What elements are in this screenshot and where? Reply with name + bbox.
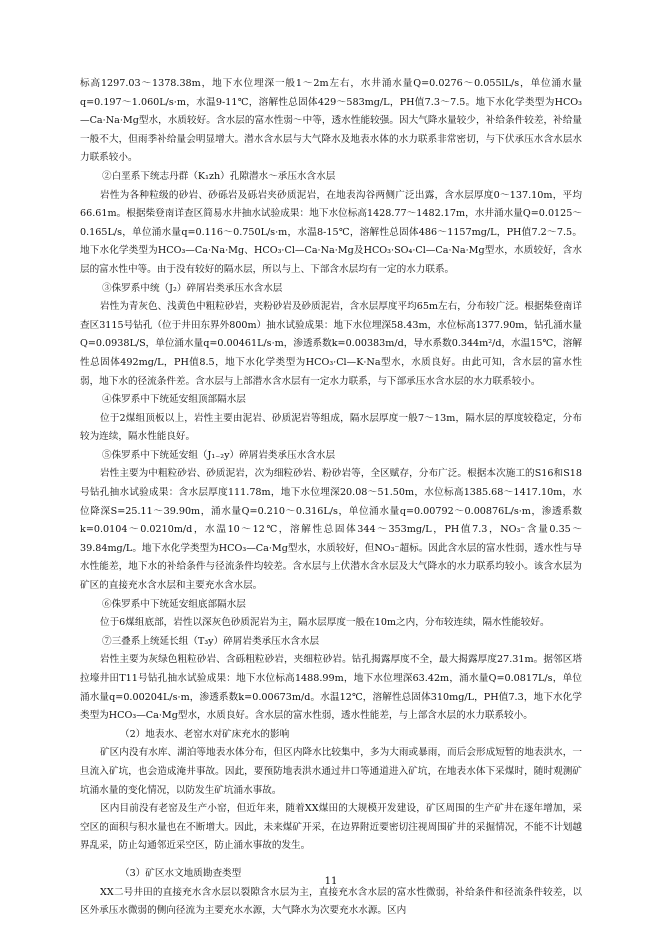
section-heading: ②白垩系下统志丹群（K₁zh）孔隙潜水～承压水含水层 bbox=[102, 170, 336, 182]
page-body bbox=[80, 75, 582, 921]
body-paragraph: XX二号井田的直接充水含水层以裂隙含水层为主，直接充水含水层的富水性微弱，补给条件和径流条件较差，以区外承压水微弱的侧向径流为主要充水水源，大气降水为次要充水水源。区内 bbox=[80, 886, 582, 917]
body-paragraph: 岩性主要为中粗粒砂岩、砂质泥岩，次为细粒砂岩、粉砂岩等，全区赋存，分布广泛。根据本次施工的S16和S18号钻孔抽水试验成果：含水层厚度111.78m，地下水位埋深20.08～51.50m，水位标高1385.68～1417.10m，水位降深S=25.11～39.90m，涌水量Q=0.210～0.316L/s，单位涌水量q=0.00792～0.00876L/s·m，渗透系数k=0.0104～0.0210m/d，水温10～12℃，溶解性总固体344～353mg/L，PH值7.3，NO₃⁻含量0.35～39.84mg/L。地下水化学类型为HCO₃—Ca·Mg型水，水质较好，但NO₃⁻超标。因此含水层的富水性弱，透水性与导水性能差，地下水的补给条件与径流条件均较差。含水层与上伏潜水含水层及大气降水的水力联系均较小。该含水层为矿区的直接充水含水层和主要充水含水层。 bbox=[80, 468, 582, 592]
body-paragraph: 岩性为青灰色、浅黄色中粗粒砂岩，夹粉砂岩及砂质泥岩，含水层厚度平均65m左右，分布较广泛。根据柴登南详查区3115号钻孔（位于井田东界外800m）抽水试验成果：地下水位埋深58.43m，水位标高1377.90m，钻孔涌水量Q=0.0938L/S，单位涌水量q=0.00461L/s·m，渗透系数k=0.00383m/d，导水系数0.344m²/d，水温15℃，溶解性总固体492mg/L，PH值8.5，地下水化学类型为HCO₃·Cl—K·Na型水，水质良好。由此可知，含水层的富水性弱，地下水的径流条件差。含水层与上部潜水含水层有一定水力联系，与下部承压水含水层的水力联系较小。 bbox=[80, 301, 582, 387]
body-paragraph: 岩性主要为灰绿色粗粒砂岩、含砾粗粒砂岩，夹细粒砂岩。钻孔揭露厚度不全，最大揭露厚度27.31m。据邻区塔拉壕井田T11号钻孔抽水试验成果：地下水位标高1488.99m，地下水位埋深63.42m，涌水量Q=0.0817L/s，单位涌水量q=0.00204L/s·m，渗透系数k=0.00673m/d。水温12℃，溶解性总固体310mg/L，PH值7.3，地下水化学类型为HCO₃—Ca·Mg型水，水质良好。含水层的富水性弱，透水性能差，与上部含水层的水力联系较小。 bbox=[80, 654, 582, 722]
body-paragraph: 标高1297.03～1378.38m，地下水位埋深一般1～2m左右，水井涌水量Q=0.0276～0.055lL/s，单位涌水量q=0.197～1.060L/s·m，水温9-11℃，溶解性总固体429～583mg/L，PH值7.3～7.5。地下水化学类型为HCO₃—Ca·Na·Mg型水，水质较好。含水层的富水性弱～中等，透水性能较强。因大气降水量较少，补给条件较差，补给量一般不大，但雨季补给量会明显增大。潜水含水层与大气降水及地表水体的水力联系非常密切，与下伏承压水含水层水力联系较小。 bbox=[80, 78, 582, 164]
body-paragraph: 岩性为各种粒级的砂岩、砂砾岩及砾岩夹砂质泥岩，在地表沟谷两侧广泛出露，含水层厚度0～137.10m，平均66.61m。根据柴登南详查区简易水井抽水试验成果：地下水位标高1428.77～1482.17m，水井涌水量Q=0.0125～0.165L/s，单位涌水量q=0.116～0.750L/s·m，水温8-15℃，溶解性总固体486～1157mg/L，PH值7.2～7.5。地下水化学类型为HCO₃—Ca·Na·Mg、HCO₃·Cl—Ca·Na·Mg及HCO₃·SO₄·Cl—Ca·Na·Mg型水，水质较好，含水层的富水性中等。由于没有较好的隔水层，所以与上、下部含水层均有一定的水力联系。 bbox=[80, 189, 582, 275]
section-heading: ⑤侏罗系中下统延安组（J₁₋₂y）碎屑岩类承压水含水层 bbox=[102, 449, 336, 461]
spacer bbox=[80, 856, 582, 865]
section-heading: ④侏罗系中下统延安组顶部隔水层 bbox=[102, 394, 246, 406]
body-paragraph: 位于2煤组顶板以上，岩性主要由泥岩、砂质泥岩等组成，隔水层厚度一般7～13m，隔水层的厚度较稳定，分布较为连续，隔水性能良好。 bbox=[80, 412, 582, 443]
body-paragraph: 区内目前没有老窑及生产小窑，但近年来，随着XX煤田的大规模开发建设，矿区周围的生产矿井在逐年增加，采空区的面积与积水量也在不断增大。因此，未来煤矿开采，在边界附近要密切注视周围矿井的采掘情况，不能不计划越界乱采，防止勾通邻近采空区，防止涌水事故的发生。 bbox=[80, 803, 582, 852]
section-heading: ③侏罗系中统（J₂）碎屑岩类承压水含水层 bbox=[102, 282, 283, 294]
section-heading: （2）地表水、老窑水对矿床充水的影响 bbox=[120, 728, 290, 740]
page-number: 11 bbox=[324, 876, 338, 887]
section-heading: ⑦三叠系上统延长组（T₃y）碎屑岩类承压水含水层 bbox=[102, 635, 320, 647]
body-paragraph: 位于6煤组底部，岩性以深灰色砂质泥岩为主，隔水层厚度一般在10m之内，分布较连续，隔水性能较好。 bbox=[100, 617, 550, 629]
section-heading: ⑥侏罗系中下统延安组底部隔水层 bbox=[102, 598, 246, 610]
section-heading: （3）矿区水文地质勘查类型 bbox=[120, 867, 242, 879]
body-paragraph: 矿区内没有水库、湖泊等地表水体分布，但区内降水比较集中，多为大雨或暴雨，而后会形成短暂的地表洪水，一旦流入矿坑，也会造成淹井事故。因此，要预防地表洪水通过井口等通道进入矿坑，在地表水体下采煤时，随时观测矿坑涌水量的变化情况，以防发生矿坑涌水事故。 bbox=[80, 747, 582, 796]
